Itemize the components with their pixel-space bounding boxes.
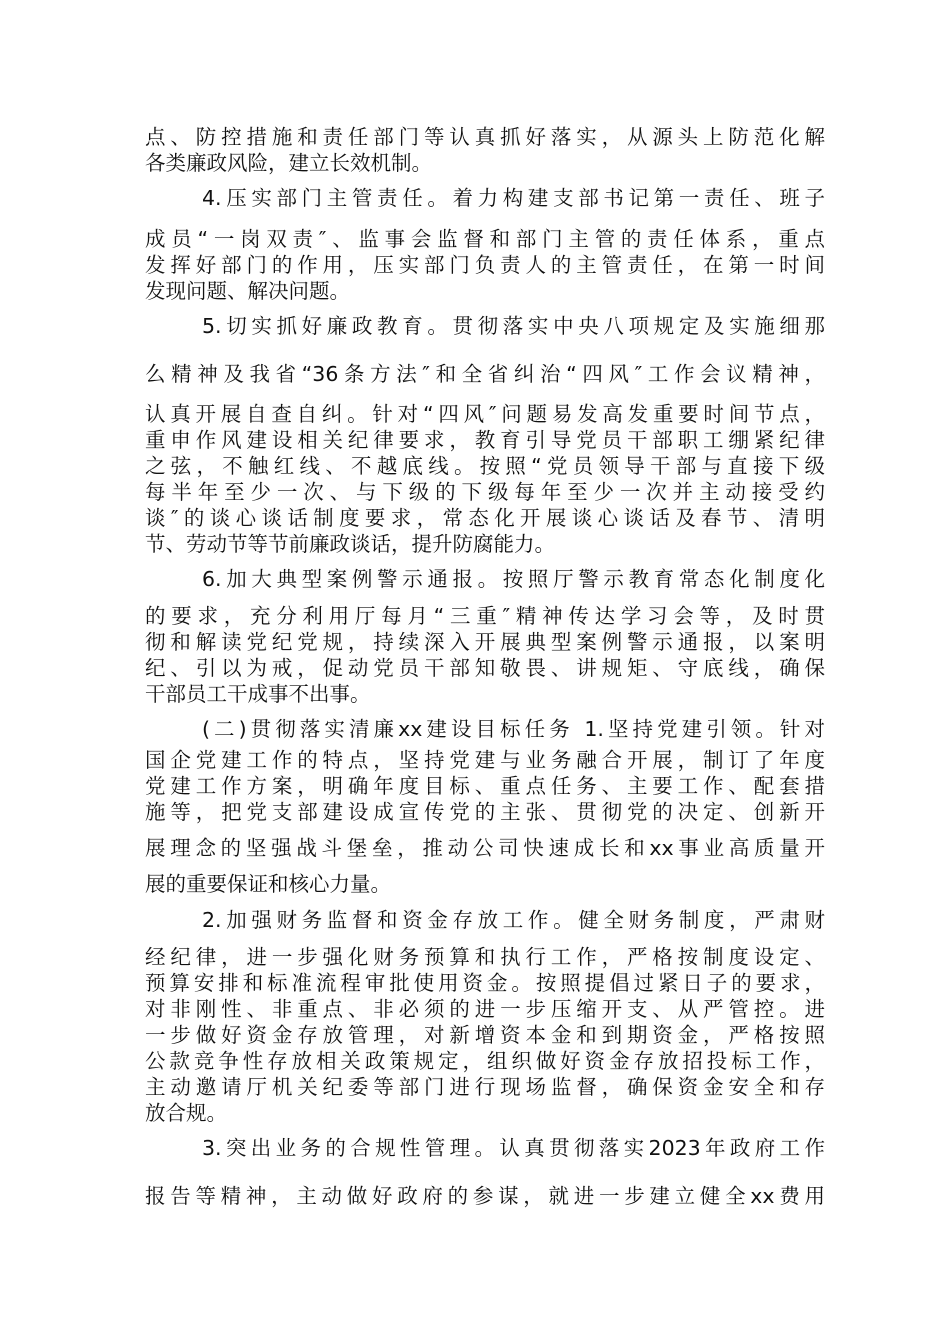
paragraph-first-line: 4.压实部门主管责任。着力构建支部书记第一责任、班子 (202, 186, 825, 210)
paragraph-first-line: 5.切实抓好廉政教育。贯彻落实中央八项规定及实施细那 (202, 314, 825, 338)
text-line: 一步做好资金存放管理，对新增资本金和到期资金，严格按照 (145, 1023, 825, 1047)
text-line: 各类廉政风险，建立长效机制。 (145, 151, 432, 175)
text-line: 成员“一岗双责″、监事会监督和部门主管的责任体系，重点 (145, 227, 825, 251)
text-line: 认真开展自查自纠。针对“四风″问题易发高发重要时间节点， (145, 402, 825, 426)
text-line: 国企党建工作的特点，坚持党建与业务融合开展，制订了年度 (145, 748, 825, 772)
text-line: 党建工作方案，明确年度目标、重点任务、主要工作、配套措 (145, 774, 825, 798)
text-line: 的要求，充分利用厅每月“三重″精神传达学习会等，及时贯 (145, 604, 825, 628)
text-line: 点、防控措施和责任部门等认真抓好落实，从源头上防范化解 (145, 125, 825, 149)
text-line: 展的重要保证和核心力量。 (145, 872, 391, 896)
text-line: 纪、引以为戒，促动党员干部知敬畏、讲规矩、守底线，确保 (145, 656, 825, 680)
text-line: 预算安排和标准流程审批使用资金。按照提倡过紧日子的要求， (145, 971, 825, 995)
text-line: 展理念的坚强战斗堡垒，推动公司快速成长和xx事业高质量开 (145, 836, 825, 860)
text-line: 对非刚性、非重点、非必须的进一步压缩开支、从严管控。进 (145, 997, 825, 1021)
text-line: 发挥好部门的作用，压实部门负责人的主管责任，在第一时间 (145, 253, 825, 277)
paragraph-first-line: (二)贯彻落实清廉xx建设目标任务 1.坚持党建引领。针对 (202, 717, 825, 741)
text-line: 彻和解读党纪党规，持续深入开展典型案例警示通报，以案明 (145, 630, 825, 654)
text-line: 经纪律，进一步强化财务预算和执行工作，严格按制度设定、 (145, 945, 825, 969)
text-line: 主动邀请厅机关纪委等部门进行现场监督，确保资金安全和存 (145, 1075, 825, 1099)
text-line: 公款竞争性存放相关政策规定，组织做好资金存放招投标工作， (145, 1049, 825, 1073)
text-line: 节、劳动节等节前廉政谈话，提升防腐能力。 (145, 532, 555, 556)
text-line: 放合规。 (145, 1101, 227, 1125)
text-line: 之弦，不触红线、不越底线。按照“党员领导干部与直接下级 (145, 454, 825, 478)
text-line: 报告等精神，主动做好政府的参谋，就进一步建立健全xx费用 (145, 1184, 825, 1208)
paragraph-first-line: 6.加大典型案例警示通报。按照厅警示教育常态化制度化 (202, 567, 825, 591)
text-line: 发现问题、解决问题。 (145, 279, 350, 303)
text-line: 每半年至少一次、与下级的下级每年至少一次并主动接受约 (145, 480, 825, 504)
text-line: 施等，把党支部建设成宣传党的主张、贯彻党的决定、创新开 (145, 800, 825, 824)
paragraph-first-line: 3.突出业务的合规性管理。认真贯彻落实2023年政府工作 (202, 1136, 825, 1160)
text-line: 重申作风建设相关纪律要求，教育引导党员干部职工绷紧纪律 (145, 428, 825, 452)
paragraph-first-line: 2.加强财务监督和资金存放工作。健全财务制度，严肃财 (202, 908, 825, 932)
text-line: 谈″的谈心谈话制度要求，常态化开展谈心谈话及春节、清明 (145, 506, 825, 530)
text-line: 么精神及我省“36条方法″和全省纠治“四风″工作会议精神， (145, 362, 825, 386)
text-line: 干部员工干成事不出事。 (145, 682, 371, 706)
